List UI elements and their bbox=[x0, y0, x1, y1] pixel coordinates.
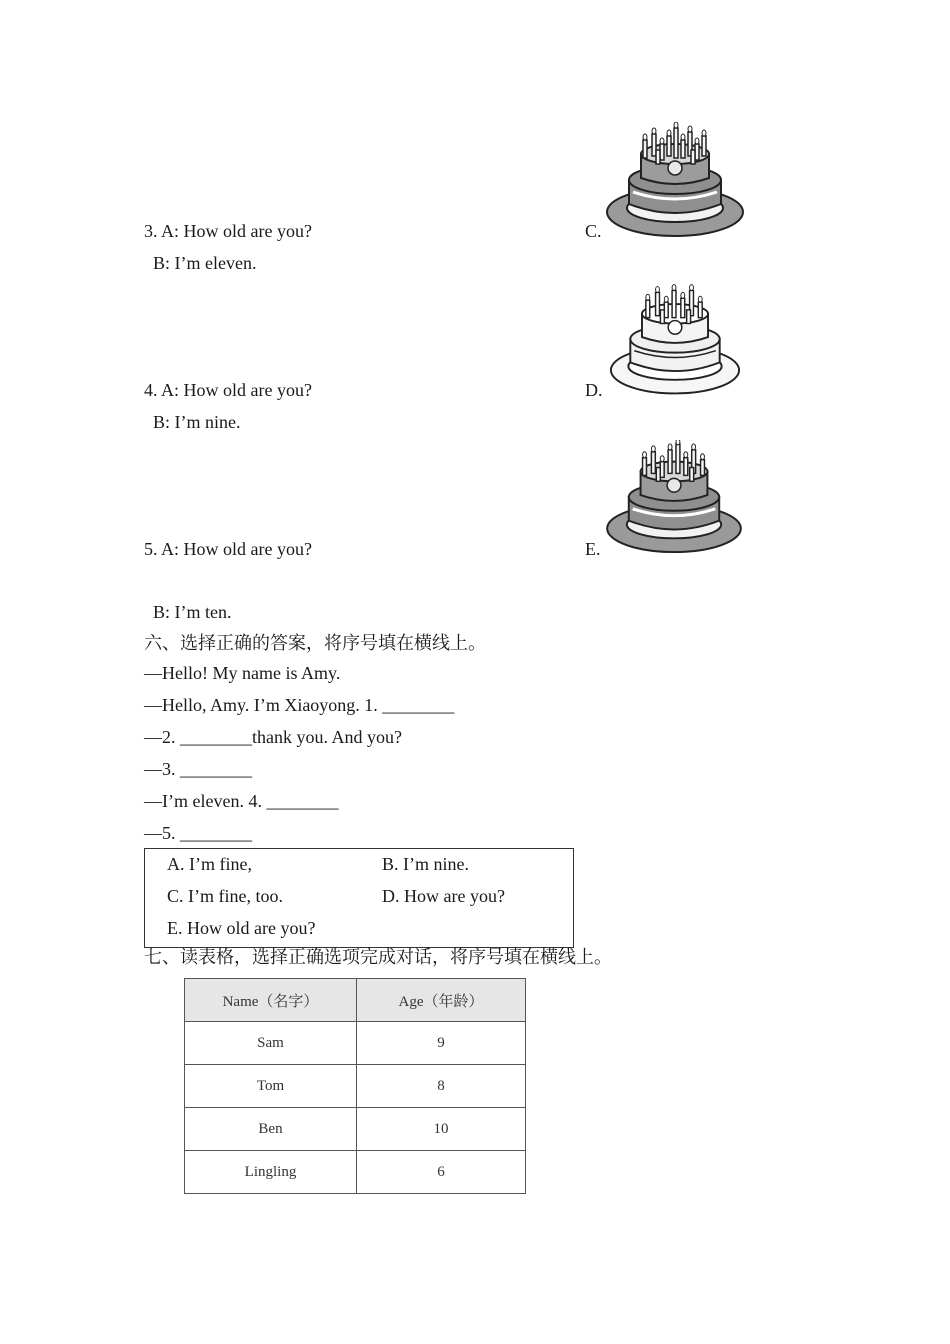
answer-option-c: C. I’m fine, too. bbox=[167, 886, 283, 906]
dialogue-line-5: —I’m eleven. 4. ________ bbox=[144, 791, 339, 811]
age-table bbox=[184, 978, 526, 1194]
option-e-letter: E. bbox=[585, 539, 601, 559]
age-column-header: Age（年龄） bbox=[357, 979, 526, 1022]
table-cell-name: Tom bbox=[185, 1065, 357, 1108]
table-cell-age: 9 bbox=[357, 1022, 526, 1065]
table-row bbox=[185, 1108, 526, 1151]
question-4-prompt: 4. A: How old are you? bbox=[144, 380, 312, 400]
section-6-heading: 六、选择正确的答案，将序号填在横线上。 bbox=[144, 633, 486, 653]
table-cell-age: 8 bbox=[357, 1065, 526, 1108]
option-c-letter: C. bbox=[585, 221, 602, 241]
table-cell-name: Ben bbox=[185, 1108, 357, 1151]
name-column-header: Name（名字） bbox=[185, 979, 357, 1022]
table-row bbox=[185, 1065, 526, 1108]
table-row bbox=[185, 1022, 526, 1065]
option-d-letter: D. bbox=[585, 380, 603, 400]
table-row bbox=[185, 1151, 526, 1194]
birthday-cake-9-candles-icon bbox=[607, 282, 743, 398]
table-header-row bbox=[185, 979, 526, 1022]
dialogue-line-1: —Hello! My name is Amy. bbox=[144, 663, 341, 683]
question-5-prompt: 5. A: How old are you? bbox=[144, 539, 312, 559]
dialogue-line-4: —3. ________ bbox=[144, 759, 252, 779]
question-3-prompt: 3. A: How old are you? bbox=[144, 221, 312, 241]
question-5-answer: B: I’m ten. bbox=[153, 602, 232, 622]
dialogue-line-2: —Hello, Amy. I’m Xiaoyong. 1. ________ bbox=[144, 695, 455, 715]
dialogue-line-3: —2. ________thank you. And you? bbox=[144, 727, 402, 747]
answer-option-a: A. I’m fine, bbox=[167, 854, 252, 874]
question-4-answer: B: I’m nine. bbox=[153, 412, 241, 432]
birthday-cake-10-candles-icon bbox=[605, 440, 743, 556]
table-cell-age: 10 bbox=[357, 1108, 526, 1151]
table-cell-age: 6 bbox=[357, 1151, 526, 1194]
answer-option-e: E. How old are you? bbox=[167, 918, 316, 938]
answer-option-d: D. How are you? bbox=[382, 886, 505, 906]
dialogue-line-6: —5. ________ bbox=[144, 823, 252, 843]
table-cell-name: Lingling bbox=[185, 1151, 357, 1194]
section-7-heading: 七、读表格，选择正确选项完成对话，将序号填在横线上。 bbox=[144, 947, 612, 967]
birthday-cake-11-candles-icon bbox=[605, 122, 745, 240]
table-cell-name: Sam bbox=[185, 1022, 357, 1065]
question-3-answer: B: I’m eleven. bbox=[153, 253, 257, 273]
answer-options-box bbox=[144, 848, 574, 948]
answer-option-b: B. I’m nine. bbox=[382, 854, 469, 874]
